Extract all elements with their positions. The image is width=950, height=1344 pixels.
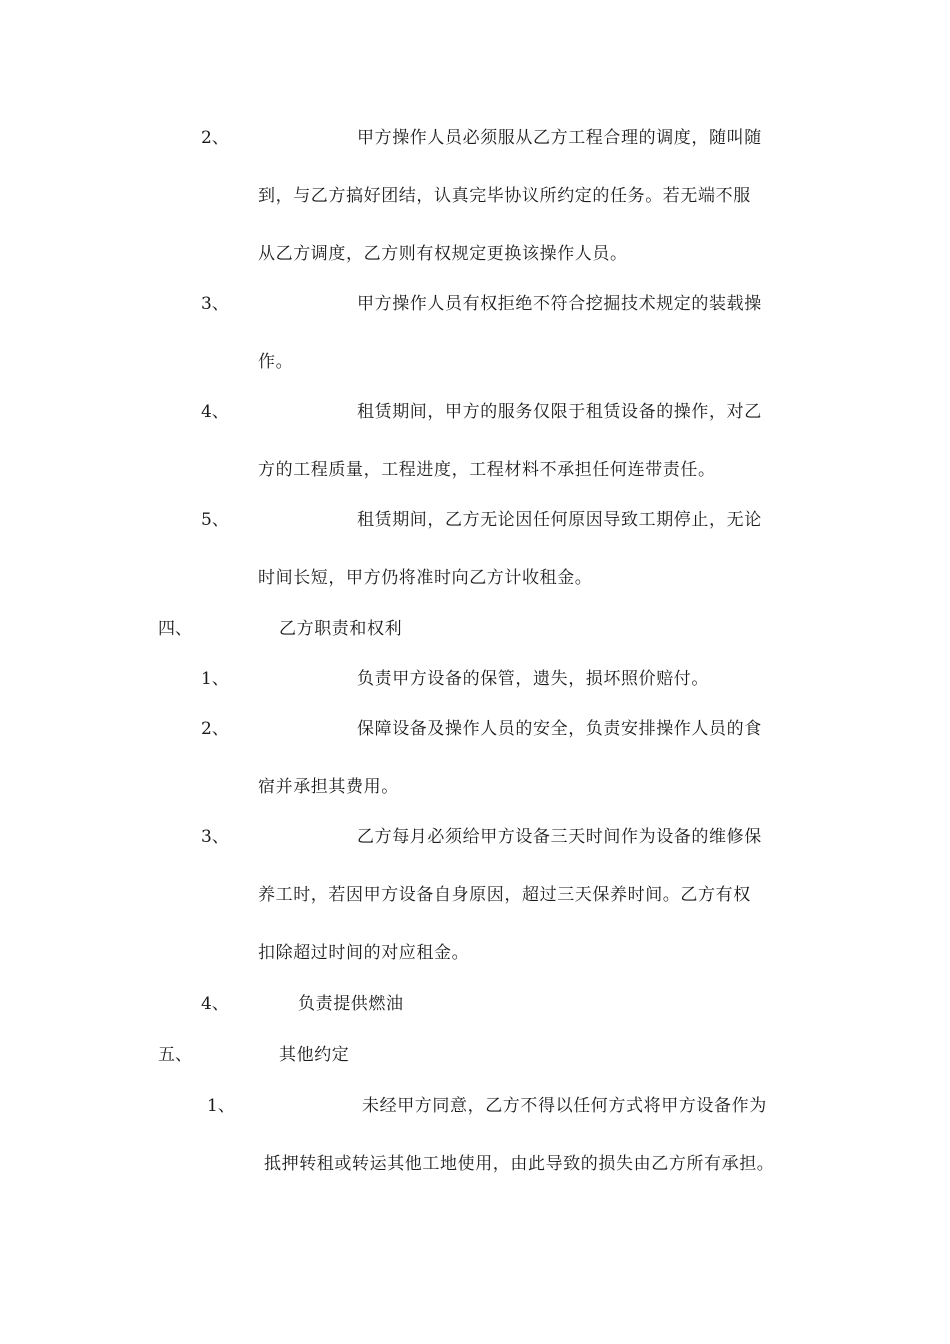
- paragraph-line: 租赁期间，甲方的服务仅限于租赁设备的操作，对乙: [357, 402, 762, 422]
- section-number: 五、: [158, 1045, 192, 1065]
- paragraph-line: 养工时，若因甲方设备自身原因，超过三天保养时间。乙方有权: [258, 885, 751, 905]
- item-number: 2、: [201, 128, 229, 148]
- item-number: 1、: [207, 1096, 235, 1116]
- paragraph-line: 甲方操作人员有权拒绝不符合挖掘技术规定的装载操: [357, 294, 762, 314]
- item-number: 3、: [201, 294, 229, 314]
- paragraph-line: 方的工程质量，工程进度，工程材料不承担任何连带责任。: [258, 460, 716, 480]
- section-title: 其他约定: [279, 1045, 350, 1065]
- paragraph-line: 负责甲方设备的保管，遗失，损坏照价赔付。: [357, 669, 709, 689]
- paragraph-line: 租赁期间，乙方无论因任何原因导致工期停止，无论: [357, 510, 762, 530]
- item-number: 4、: [201, 402, 229, 422]
- paragraph-line: 抵押转租或转运其他工地使用，由此导致的损失由乙方所有承担。: [264, 1154, 775, 1174]
- section-title: 乙方职责和权利: [279, 619, 403, 639]
- paragraph-line: 到，与乙方搞好团结，认真完毕协议所约定的任务。若无端不服: [258, 186, 751, 206]
- paragraph-line: 时间长短，甲方仍将准时向乙方计收租金。: [258, 568, 593, 588]
- paragraph-line: 从乙方调度，乙方则有权规定更换该操作人员。: [258, 244, 628, 264]
- item-number: 2、: [201, 719, 229, 739]
- paragraph-line: 保障设备及操作人员的安全，负责安排操作人员的食: [357, 719, 762, 739]
- paragraph-line: 作。: [258, 352, 294, 372]
- paragraph-line: 甲方操作人员必须服从乙方工程合理的调度，随叫随: [357, 128, 762, 148]
- paragraph-line: 宿并承担其费用。: [258, 777, 399, 797]
- paragraph-line: 负责提供燃油: [298, 994, 404, 1014]
- item-number: 5、: [201, 510, 229, 530]
- paragraph-line: 扣除超过时间的对应租金。: [258, 943, 470, 963]
- section-number: 四、: [158, 619, 192, 639]
- paragraph-line: 乙方每月必须给甲方设备三天时间作为设备的维修保: [357, 827, 762, 847]
- paragraph-line: 未经甲方同意，乙方不得以任何方式将甲方设备作为: [362, 1096, 767, 1116]
- item-number: 1、: [201, 669, 229, 689]
- item-number: 4、: [201, 994, 229, 1014]
- item-number: 3、: [201, 827, 229, 847]
